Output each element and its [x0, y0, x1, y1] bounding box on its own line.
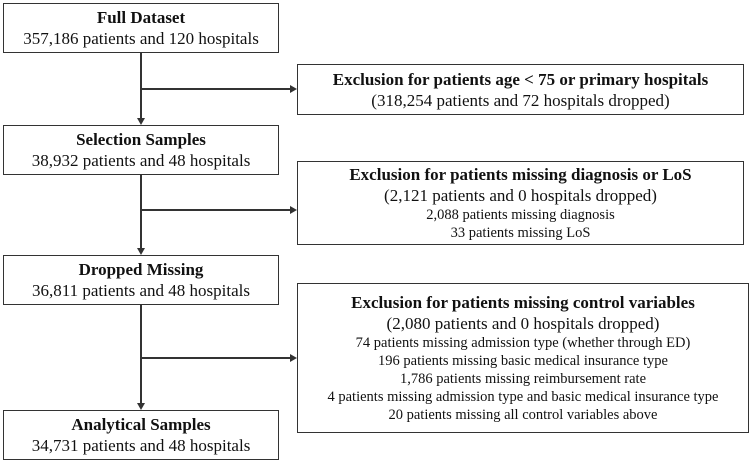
step-title: Analytical Samples — [71, 415, 211, 434]
step-title: Dropped Missing — [78, 260, 204, 279]
exclusion-title: Exclusion for patients age < 75 or primary hospitals — [332, 69, 709, 89]
arrow-head — [290, 354, 297, 362]
arrow-head — [137, 248, 145, 255]
connector — [140, 88, 290, 90]
exclusion-control-variables — [297, 283, 749, 433]
exclusion-age-primary — [297, 64, 744, 115]
exclusion-title: Exclusion for patients missing control variables — [351, 293, 695, 312]
exclusion-title: Exclusion for patients missing diagnosis or LoS — [349, 165, 692, 184]
step-analytical-samples — [3, 410, 279, 460]
step-title: Full Dataset — [96, 8, 186, 27]
exclusion-detail: 74 patients missing admission type (whether through ED) — [355, 335, 691, 351]
connector — [140, 357, 290, 359]
exclusion-detail: 33 patients missing LoS — [450, 225, 591, 241]
exclusion-detail: 4 patients missing admission type and basic medical insurance type — [327, 389, 719, 405]
arrow-head — [290, 85, 297, 93]
exclusion-summary: (2,121 patients and 0 hospitals dropped) — [384, 186, 657, 205]
step-subtitle: 36,811 patients and 48 hospitals — [32, 281, 250, 300]
connector — [140, 209, 290, 211]
connector — [140, 52, 142, 118]
exclusion-detail: 196 patients missing basic medical insurance type — [378, 353, 668, 369]
step-subtitle: 34,731 patients and 48 hospitals — [31, 436, 251, 455]
step-title: Selection Samples — [76, 130, 206, 149]
step-dropped-missing — [3, 255, 279, 305]
exclusion-detail: 1,786 patients missing reimbursement rate — [399, 371, 647, 387]
exclusion-detail: 2,088 patients missing diagnosis — [426, 207, 615, 223]
exclusion-summary: (318,254 patients and 72 hospitals dropped) — [371, 90, 670, 110]
connector — [140, 175, 142, 248]
exclusion-diagnosis-los — [297, 161, 744, 245]
step-subtitle: 38,932 patients and 48 hospitals — [31, 151, 251, 170]
step-full-dataset — [3, 3, 279, 53]
exclusion-detail: 20 patients missing all control variables above — [388, 407, 658, 423]
arrow-head — [290, 206, 297, 214]
step-selection-samples — [3, 125, 279, 175]
exclusion-summary: (2,080 patients and 0 hospitals dropped) — [386, 314, 660, 333]
connector — [140, 304, 142, 403]
arrow-head — [137, 403, 145, 410]
step-subtitle: 357,186 patients and 120 hospitals — [23, 29, 259, 48]
arrow-head — [137, 118, 145, 125]
